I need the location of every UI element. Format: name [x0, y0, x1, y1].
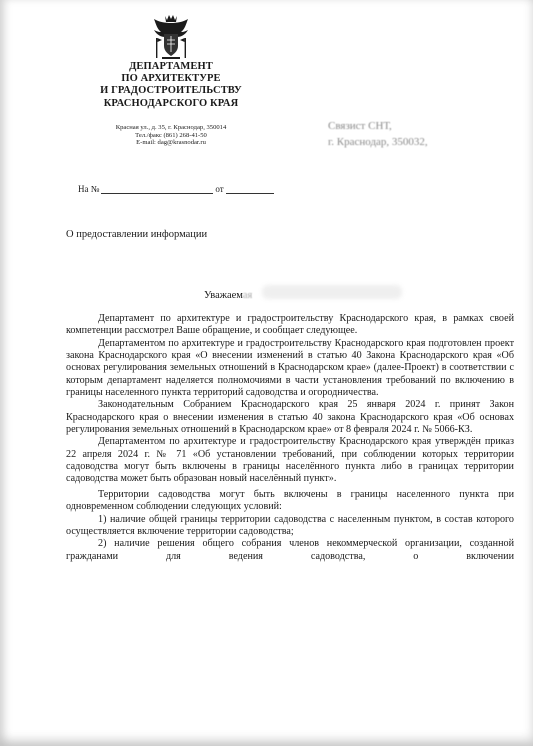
- text-line: Департамент по архитектуре и градостроительству Краснодарского края,: [98, 313, 443, 324]
- text-line: подготовлен проект закона Краснодарского края «О внесении изменений: [66, 337, 514, 362]
- text-line: пункта при одновременном соблюдении следующих условий:: [66, 488, 514, 513]
- recipient-line: Связист СНТ,: [328, 120, 392, 132]
- text-line: принят Закон Краснодарского края о внесении изменения в статью 40 закона: [66, 399, 514, 423]
- list-item: [66, 514, 514, 539]
- greeting: [204, 290, 252, 301]
- paragraph: [66, 489, 514, 514]
- text-line: в рамках своей компетенции рассмотрел Ваше обращение, и сообщает: [66, 313, 515, 337]
- dept-line: ПО АРХИТЕКТУРЕ: [121, 73, 221, 85]
- registration-line: [78, 184, 274, 194]
- dept-line: И ГРАДОСТРОИТЕЛЬСТВУ: [100, 85, 242, 97]
- paragraph: [66, 399, 514, 436]
- letter-body: [66, 313, 514, 563]
- text-line: организации, созданной гражданами для ведения садоводства, о включении: [66, 538, 514, 562]
- text-line: Территории садоводства могут быть включены в границы населенного: [98, 488, 460, 500]
- text-line: утверждён приказ 22 апреля 2024 г. № 71 «Об установлении требований, при: [66, 436, 515, 460]
- text-line: по включению в границы населенного пункта территорий садоводства: [66, 374, 514, 399]
- text-line: образован новый населённый пункт».: [173, 473, 337, 485]
- department-name: [76, 61, 266, 110]
- paragraph: [66, 436, 514, 485]
- recipient-line: г. Краснодар, 350032,: [328, 136, 428, 148]
- text-line: 1) наличие общей границы территории садоводства с населенным: [98, 513, 394, 525]
- text-line: соблюдении которых территории садоводства могут быть включены в границы: [66, 448, 514, 473]
- list-item: [66, 538, 514, 563]
- text-line: населённого пункта либо в границах территории садоводства может быть: [66, 461, 514, 485]
- text-line: и огородничества.: [300, 387, 379, 399]
- dept-line: КРАСНОДАРСКОГО КРАЯ: [103, 97, 239, 109]
- text-line: отношений в Краснодарском крае» (далее-Проект) в соответствии с которым: [66, 362, 514, 386]
- dept-line: ДЕПАРТАМЕНТ: [129, 61, 213, 72]
- text-line: в статью 40 Закона Краснодарского края «Об основах регулирования земельных: [66, 350, 514, 374]
- dept-address: Красная ул., д. 35, г. Краснодар, 350014: [115, 124, 227, 131]
- recipient-block: [328, 118, 528, 150]
- text-line: в Краснодарском крае» от 8 февраля 2024 г. № 5066-КЗ.: [231, 424, 473, 436]
- coat-of-arms-icon: [151, 14, 191, 60]
- letter-subject: О предоставлении информации: [66, 229, 208, 240]
- text-line: Законодательным Собранием Краснодарского края 25 января 2024 г.: [98, 399, 450, 411]
- text-line: департамент наделяется полномочиями в части установления требований: [107, 374, 441, 386]
- reg-number-label: На №: [78, 184, 100, 194]
- department-contacts: [76, 124, 266, 147]
- text-line: 2) наличие решения общего собрания членов некоммерческой: [98, 538, 406, 550]
- text-line: следующее.: [306, 325, 358, 337]
- redaction-smudge: [262, 285, 402, 299]
- greeting-faded: ая: [242, 290, 253, 301]
- paragraph: [66, 338, 514, 400]
- reg-date-blank: [226, 184, 274, 194]
- text-line: Департаментом по архитектуре и градостроительству Краснодарского края: [98, 436, 436, 448]
- reg-date-label: от: [215, 184, 224, 194]
- dept-phone: Тел./факс (861) 268-41-50: [135, 131, 207, 139]
- text-line: Краснодарского края «Об основах регулирования земельных отношений: [66, 411, 515, 436]
- greeting-text: Уважаем: [204, 290, 243, 301]
- dept-email: E-mail: dag@krasnodar.ru: [136, 139, 206, 147]
- paragraph: [66, 313, 514, 338]
- reg-number-blank: [101, 184, 213, 194]
- text-line: Департаментом по архитектуре и градостроительству Краснодарского края: [98, 337, 429, 349]
- text-line: пунктом, в состав которого осуществляется включение территории садоводства;: [66, 513, 514, 537]
